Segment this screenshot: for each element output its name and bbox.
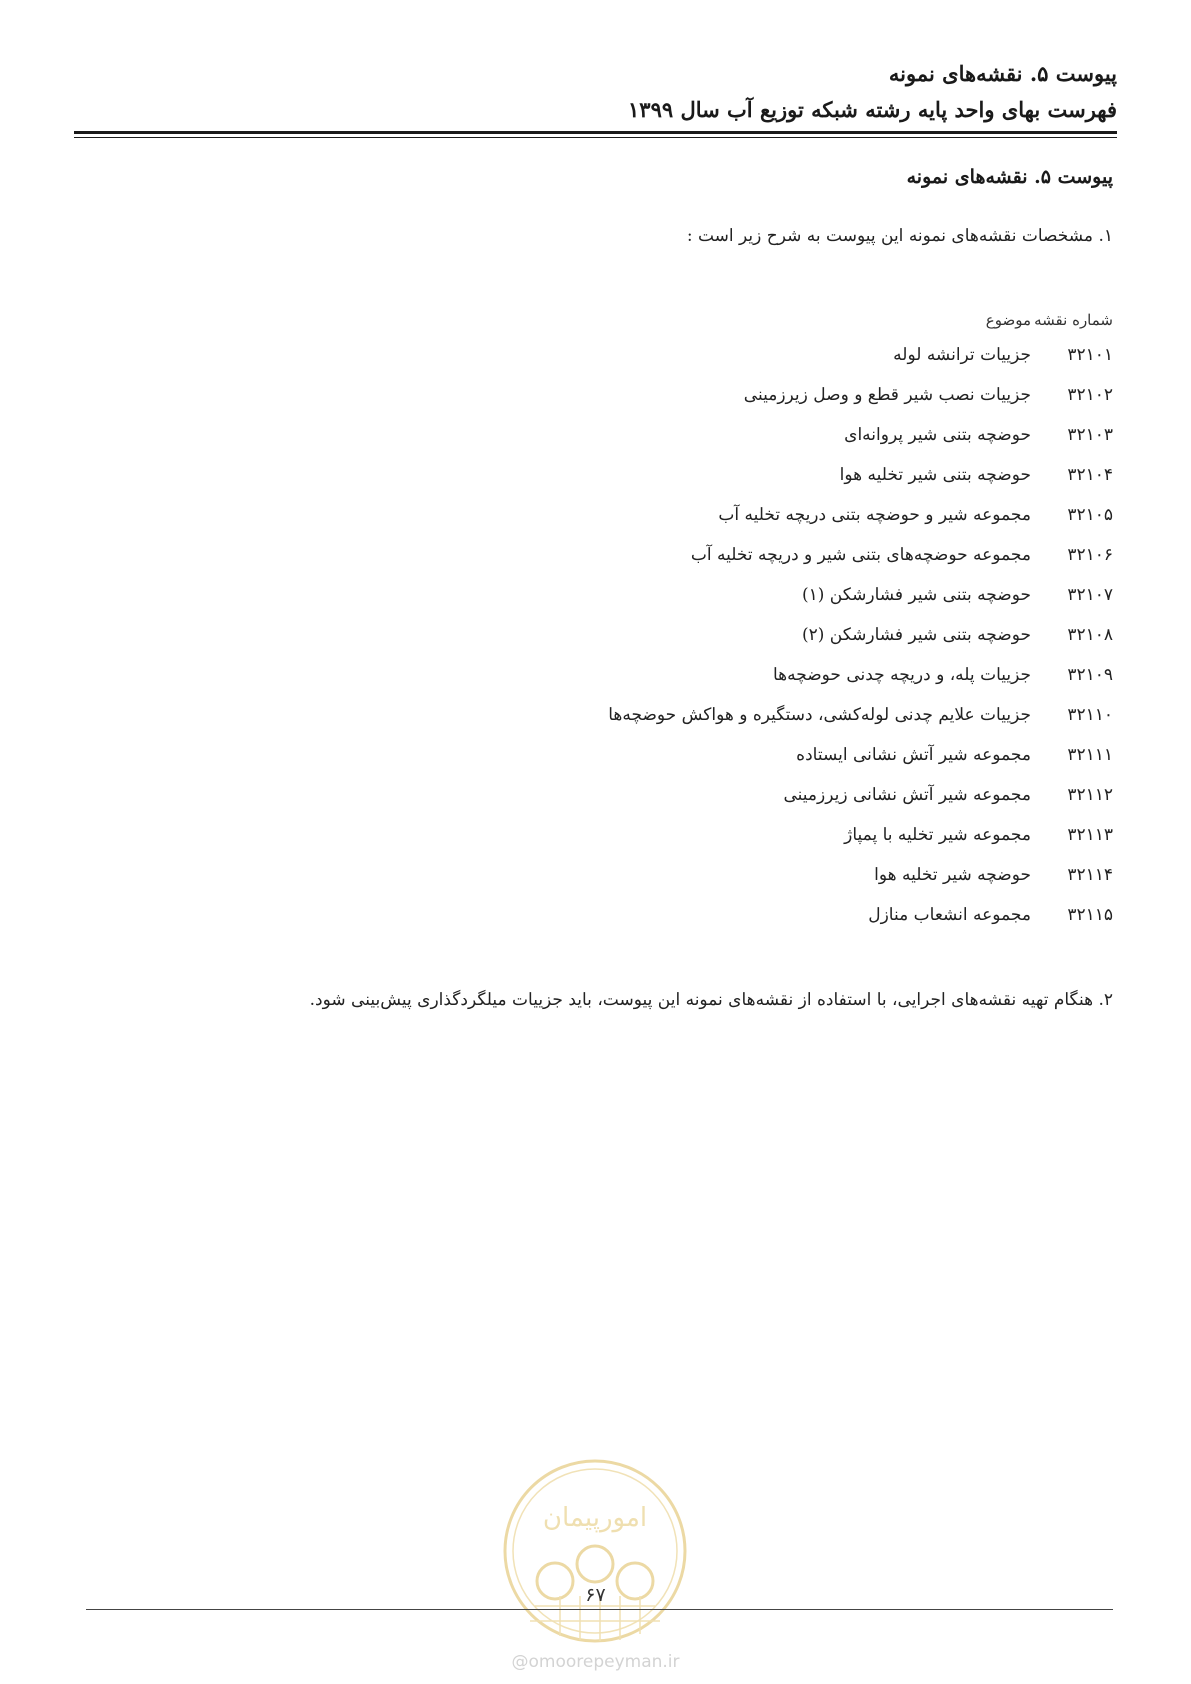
table-row: [608, 815, 1113, 855]
table-row: [608, 695, 1113, 735]
header-document-title: فهرست بهای واحد پایه رشته شبکه توزیع آب سال ۱۳۹۹: [628, 97, 1117, 122]
watermark-logo-text: امورپیمان: [542, 1503, 648, 1533]
header-rule-thick: [74, 131, 1117, 134]
column-header-number: شماره نقشه: [1034, 311, 1113, 329]
map-topic: مجموعه انشعاب منازل: [868, 905, 1031, 925]
map-number: ۳۲۱۰۲: [1067, 385, 1113, 405]
watermark-logo-icon: [500, 1456, 690, 1646]
map-topic: حوضچه بتنی شیر فشارشکن (۱): [801, 585, 1031, 605]
map-topic: حوضچه بتنی شیر فشارشکن (۲): [801, 625, 1031, 645]
map-topic: جزییات علایم چدنی لوله‌کشی، دستگیره و هواکش حوضچه‌ها: [608, 705, 1031, 725]
table-row: [608, 895, 1113, 935]
page-number: ۶۷: [585, 1584, 606, 1606]
map-number: ۳۲۱۰۱: [1067, 345, 1113, 365]
map-topic: حوضچه شیر تخلیه هوا: [874, 865, 1031, 885]
map-topic: مجموعه شیر تخلیه با پمپاژ: [844, 825, 1031, 845]
table-row: [608, 855, 1113, 895]
map-number: ۳۲۱۱۱: [1067, 745, 1113, 765]
map-number: ۳۲۱۰۸: [1067, 625, 1113, 645]
paragraph-1: ۱. مشخصات نقشه‌های نمونه این پیوست به شرح زیر است :: [686, 226, 1113, 246]
map-topic: جزییات پله، و دریچه چدنی حوضچه‌ها: [772, 665, 1031, 685]
map-topic: مجموعه شیر آتش نشانی ایستاده: [796, 745, 1031, 765]
table-row: [608, 655, 1113, 695]
map-number: ۳۲۱۱۴: [1067, 865, 1113, 885]
maps-table: [608, 305, 1113, 935]
header-appendix-title: پیوست ۵. نقشه‌های نمونه: [888, 61, 1117, 86]
map-topic: حوضچه بتنی شیر پروانه‌ای: [844, 425, 1031, 445]
table-row: [608, 735, 1113, 775]
map-number: ۳۲۱۱۵: [1067, 905, 1113, 925]
map-topic: مجموعه شیر و حوضچه بتنی دریچه تخلیه آب: [718, 505, 1031, 525]
map-number: ۳۲۱۰۹: [1067, 665, 1113, 685]
map-topic: مجموعه حوضچه‌های بتنی شیر و دریچه تخلیه آب: [690, 545, 1031, 565]
map-topic: حوضچه بتنی شیر تخلیه هوا: [839, 465, 1031, 485]
map-number: ۳۲۱۰۷: [1067, 585, 1113, 605]
map-number: ۳۲۱۱۲: [1067, 785, 1113, 805]
map-number: ۳۲۱۰۴: [1067, 465, 1113, 485]
map-number: ۳۲۱۱۰: [1067, 705, 1113, 725]
section-title: پیوست ۵. نقشه‌های نمونه: [906, 166, 1113, 188]
map-number: ۳۲۱۱۳: [1067, 825, 1113, 845]
map-topic: جزییات نصب شیر قطع و وصل زیرزمینی: [743, 385, 1031, 405]
map-topic: جزییات ترانشه لوله: [893, 345, 1031, 365]
table-row: [608, 495, 1113, 535]
table-row: [608, 335, 1113, 375]
table-row: [608, 375, 1113, 415]
map-number: ۳۲۱۰۶: [1067, 545, 1113, 565]
footer-rule: [86, 1609, 1113, 1610]
table-row: [608, 775, 1113, 815]
map-topic: مجموعه شیر آتش نشانی زیرزمینی: [783, 785, 1031, 805]
map-number: ۳۲۱۰۵: [1067, 505, 1113, 525]
map-number: ۳۲۱۰۳: [1067, 425, 1113, 445]
table-row: [608, 615, 1113, 655]
watermark-url: @omoorepeyman.ir: [511, 1652, 680, 1672]
paragraph-2: ۲. هنگام تهیه نقشه‌های اجرایی، با استفاده از نقشه‌های نمونه این پیوست، باید جزییات میلگردگذاری پیش‌بینی شود.: [309, 990, 1113, 1010]
table-row: [608, 415, 1113, 455]
column-header-topic: موضوع: [985, 311, 1031, 329]
maps-table-header: [608, 305, 1113, 335]
table-row: [608, 455, 1113, 495]
table-row: [608, 575, 1113, 615]
header-rule-thin: [74, 137, 1117, 138]
table-row: [608, 535, 1113, 575]
page-header: [77, 56, 1117, 128]
